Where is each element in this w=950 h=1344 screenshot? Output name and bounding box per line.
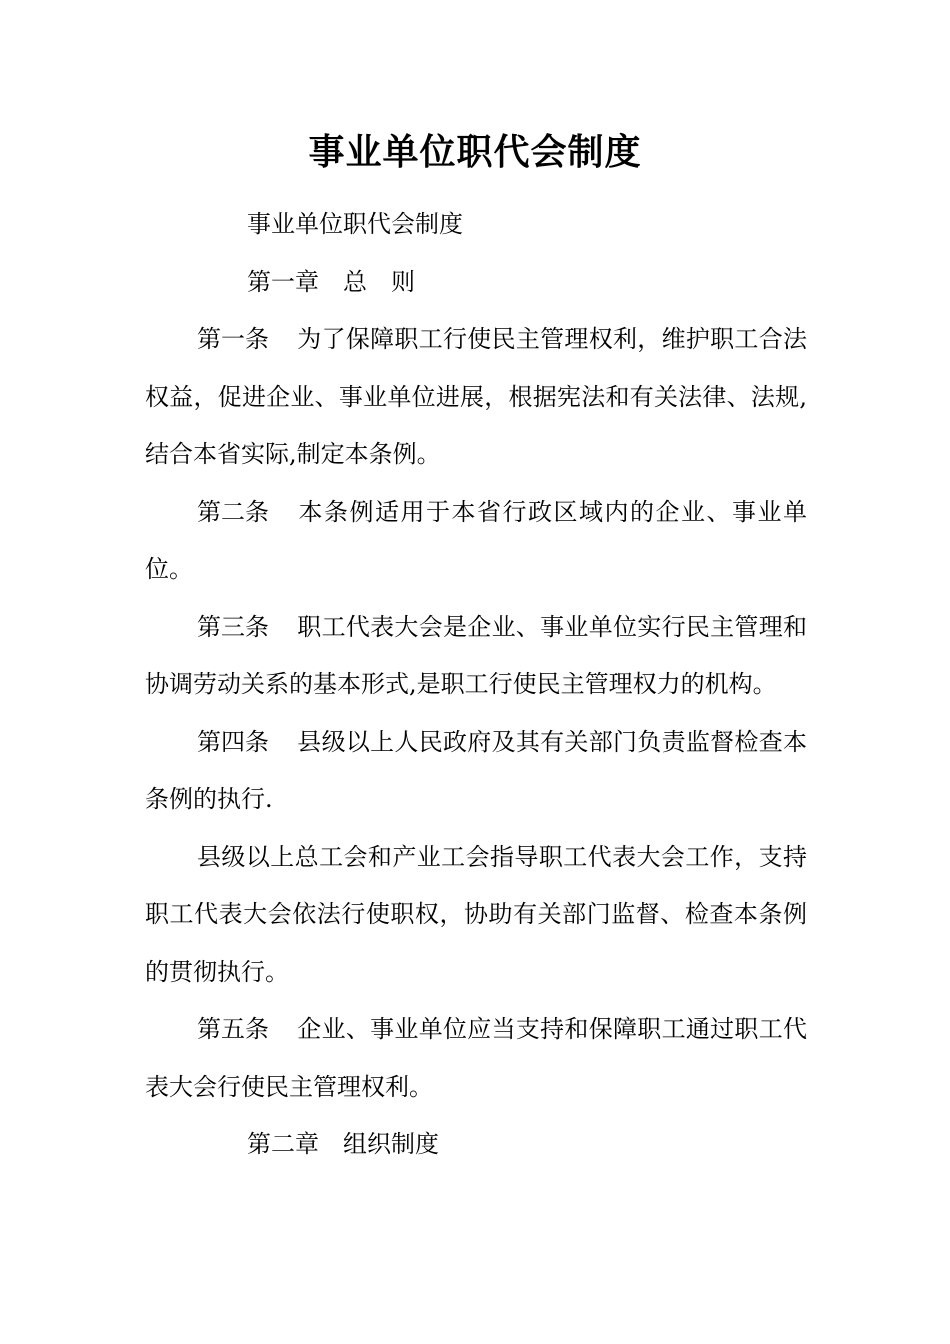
article-3 <box>145 599 807 714</box>
document-body <box>145 196 807 1174</box>
article-1-number: 第一条 <box>197 325 269 353</box>
chapter-1-label: 第一章 <box>247 267 319 296</box>
article-4-number: 第四条 <box>197 727 269 756</box>
article-5 <box>145 1001 807 1116</box>
article-4 <box>145 714 807 829</box>
chapter-2-heading <box>145 1116 807 1174</box>
chapter-2-name: 组织制度 <box>343 1130 439 1158</box>
document-subtitle: 事业单位职代会制度 <box>247 210 463 238</box>
article-4-text: 县级以上人民政府及其有关部门负责监督检查本条例的执行. <box>145 727 807 813</box>
article-1 <box>145 311 807 484</box>
chapter-2-label: 第二章 <box>247 1130 319 1158</box>
article-3-text: 职工代表大会是企业、事业单位实行民主管理和协调劳动关系的基本形式,是职工行使民主管理权力的机构。 <box>145 612 807 698</box>
article-1-text: 为了保障职工行使民主管理权利，维护职工合法权益，促进企业、事业单位进展，根据宪法和有关法律、法规,结合本省实际,制定本条例。 <box>145 325 807 468</box>
article-4-paragraph-2: 县级以上总工会和产业工会指导职工代表大会工作，支持职工代表大会依法行使职权，协助有关部门监督、检查本条例的贯彻执行。 <box>145 842 807 986</box>
chapter-1-heading <box>145 254 807 312</box>
article-5-number: 第五条 <box>197 1015 269 1043</box>
chapter-1-name-part1: 总 <box>343 267 367 296</box>
chapter-1-name-part2: 则 <box>391 267 415 296</box>
article-2-text: 本条例适用于本省行政区域内的企业、事业单位。 <box>145 497 807 583</box>
article-5-text: 企业、事业单位应当支持和保障职工通过职工代表大会行使民主管理权利。 <box>145 1015 807 1101</box>
article-2 <box>145 484 807 599</box>
article-2-number: 第二条 <box>197 497 269 526</box>
document-title: 事业单位职代会制度 <box>308 131 642 173</box>
article-3-number: 第三条 <box>197 612 269 641</box>
